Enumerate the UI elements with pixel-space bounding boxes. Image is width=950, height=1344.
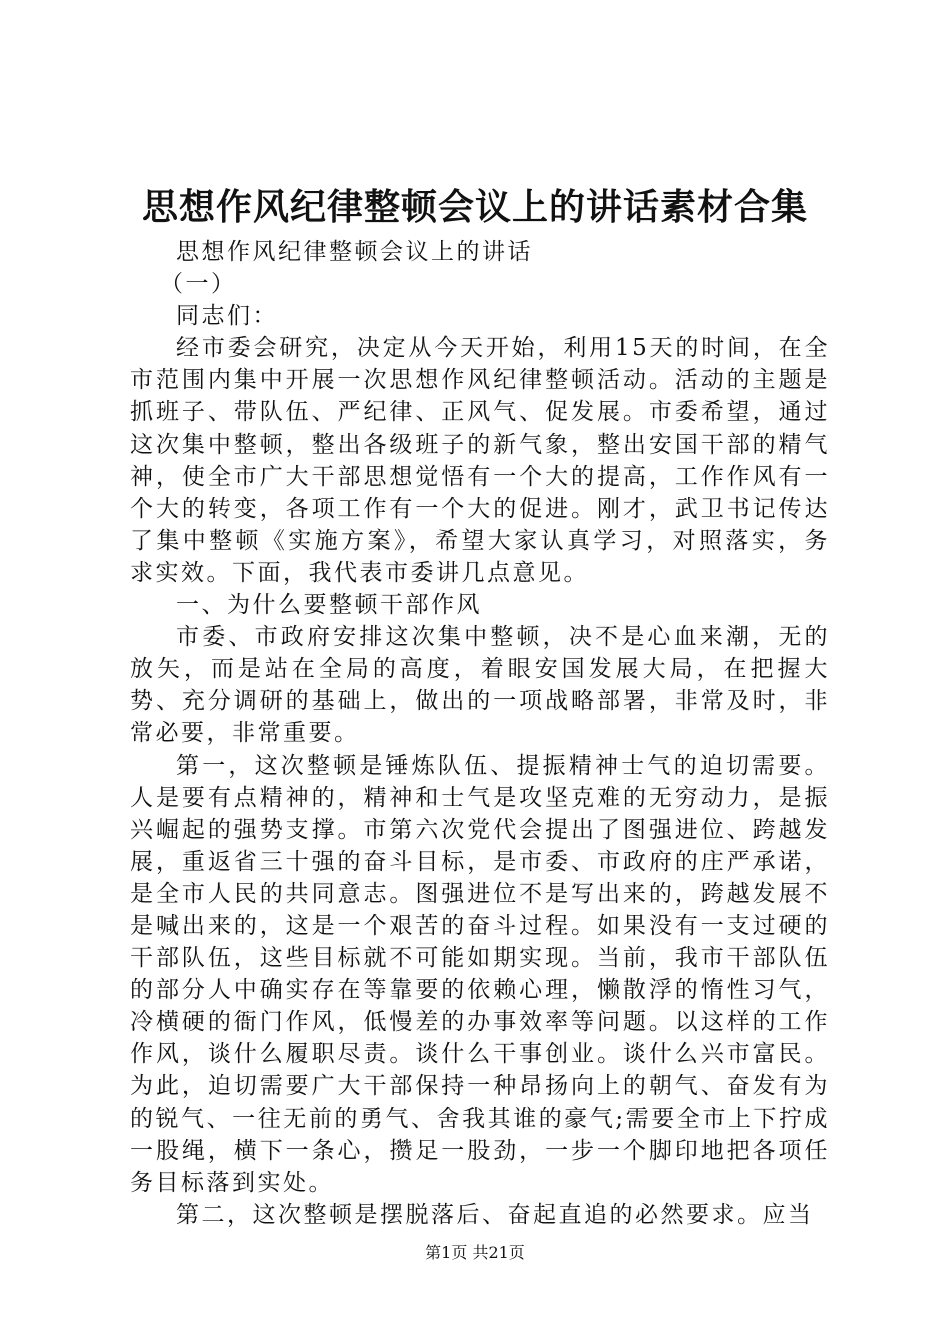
document-body bbox=[130, 236, 830, 1231]
paragraph-first-point: 第一，这次整顿是锤炼队伍、提振精神士气的迫切需要。人是要有点精神的，精神和士气是攻坚克难的无穷动力，是振兴崛起的强势支撑。市第六次党代会提出了图强进位、跨越发展，重返省三十强的奋斗目标，是市委、市政府的庄严承诺，是全市人民的共同意志。图强进位不是写出来的，跨越发展不是喊出来的，这是一个艰苦的奋斗过程。如果没有一支过硬的干部队伍，这些目标就不可能如期实现。当前，我市干部队伍的部分人中确实存在等靠要的依赖心理，懒散浮的惰性习气，冷横硬的衙门作风，低慢差的办事效率等问题。以这样的工作作风，谈什么履职尽责。谈什么干事创业。谈什么兴市富民。为此，迫切需要广大干部保持一种昂扬向上的朝气、奋发有为的锐气、一往无前的勇气、舍我其谁的豪气;需要全市上下拧成一股绳，横下一条心，攒足一股劲，一步一个脚印地把各项任务目标落到实处。 bbox=[130, 752, 830, 1196]
paragraph-intro: 经市委会研究，决定从今天开始，利用15天的时间，在全市范围内集中开展一次思想作风纪律整顿活动。活动的主题是抓班子、带队伍、严纪律、正风气、促发展。市委希望，通过这次集中整顿，整出各级班子的新气象，整出安国干部的精气神，使全市广大干部思想觉悟有一个大的提高，工作作风有一个大的转变，各项工作有一个大的促进。刚才，武卫书记传达了集中整顿《实施方案》，希望大家认真学习，对照落实，务求实效。下面，我代表市委讲几点意见。 bbox=[130, 335, 830, 586]
document-subtitle: 思想作风纪律整顿会议上的讲话 bbox=[176, 239, 533, 265]
section-number: （一） bbox=[160, 271, 237, 298]
section-heading: 一、为什么要整顿干部作风 bbox=[176, 592, 482, 619]
document-title: 思想作风纪律整顿会议上的讲话素材合集 bbox=[141, 187, 808, 228]
greeting: 同志们： bbox=[176, 303, 278, 330]
paragraph-purpose: 市委、市政府安排这次集中整顿，决不是心血来潮，无的放矢，而是站在全局的高度，着眼安国发展大局，在把握大势、充分调研的基础上，做出的一项战略部署，非常及时，非常必要，非常重要。 bbox=[130, 624, 830, 747]
paragraph-second-point: 第二，这次整顿是摆脱落后、奋起直追的必然要求。应当 bbox=[176, 1201, 814, 1228]
page-footer: 第1页 共21页 bbox=[425, 1243, 525, 1262]
